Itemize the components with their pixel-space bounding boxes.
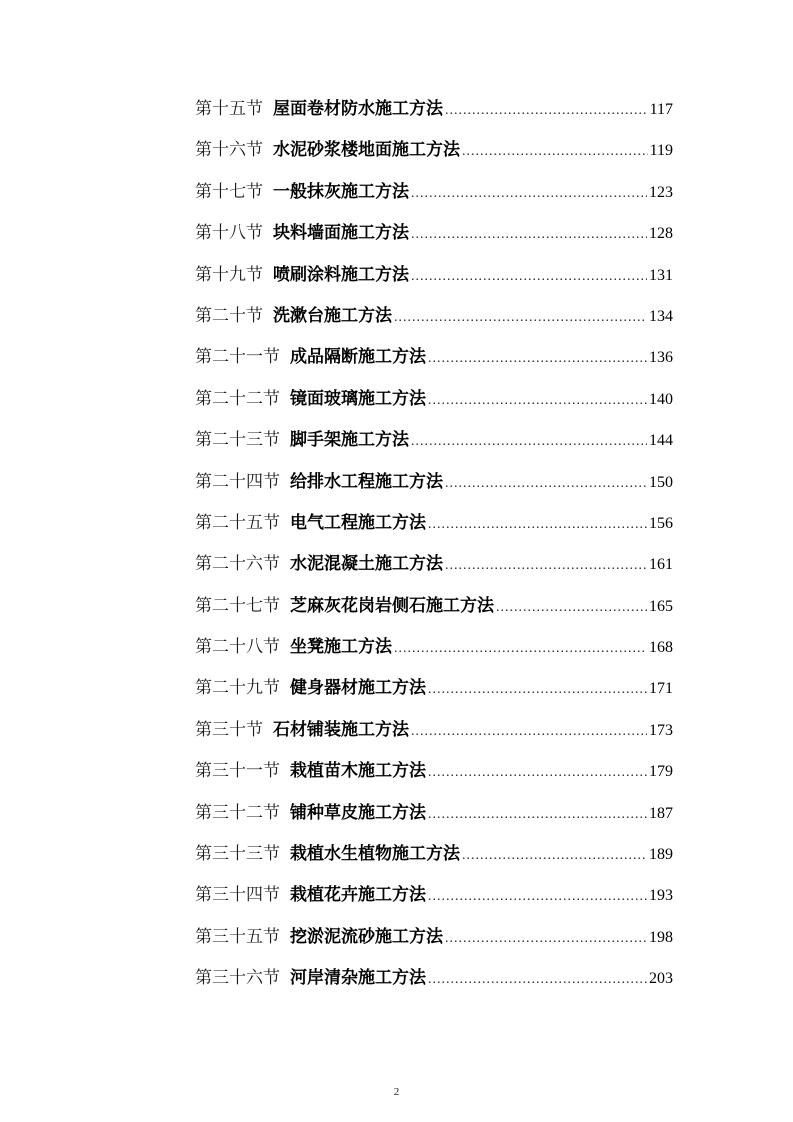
toc-section-number: 第三十六节 <box>195 968 280 989</box>
toc-entry[interactable] <box>195 384 673 425</box>
toc-page-number: 168 <box>649 639 673 657</box>
toc-section-title: 石材铺装施工方法 <box>273 719 409 740</box>
toc-section-title: 一般抹灰施工方法 <box>273 181 409 202</box>
toc-section-number: 第十九节 <box>195 264 263 285</box>
toc-section-title: 栽植花卉施工方法 <box>290 885 426 906</box>
toc-page-number: 144 <box>649 432 673 450</box>
toc-entry[interactable] <box>195 673 673 714</box>
toc-section-number: 第二十六节 <box>195 554 280 575</box>
toc-entry[interactable] <box>195 467 673 508</box>
toc-entry[interactable] <box>195 632 673 673</box>
toc-section-title: 脚手架施工方法 <box>290 430 409 451</box>
toc-entry[interactable] <box>195 301 673 342</box>
toc-section-number: 第十八节 <box>195 223 263 244</box>
toc-dot-leader <box>428 800 647 830</box>
toc-dot-leader <box>411 262 647 292</box>
toc-entry[interactable] <box>195 260 673 301</box>
table-of-contents <box>195 94 673 1005</box>
toc-entry[interactable] <box>195 839 673 880</box>
toc-page-number: 150 <box>649 473 673 491</box>
toc-section-number: 第三十二节 <box>195 802 280 823</box>
toc-entry[interactable] <box>195 963 673 1004</box>
toc-page-number: 123 <box>649 183 673 201</box>
toc-dot-leader <box>428 965 647 995</box>
toc-section-title: 成品隔断施工方法 <box>290 347 426 368</box>
toc-section-number: 第二十九节 <box>195 678 280 699</box>
toc-dot-leader <box>428 758 647 788</box>
toc-page-number: 119 <box>649 142 673 160</box>
toc-entry[interactable] <box>195 177 673 218</box>
toc-section-title: 洗漱台施工方法 <box>273 305 392 326</box>
toc-section-number: 第三十三节 <box>195 844 280 865</box>
toc-section-number: 第十六节 <box>195 140 263 161</box>
toc-dot-leader <box>411 427 647 457</box>
toc-dot-leader <box>462 841 647 871</box>
toc-section-number: 第三十五节 <box>195 926 280 947</box>
toc-page-number: 128 <box>649 225 673 243</box>
toc-entry[interactable] <box>195 756 673 797</box>
toc-dot-leader <box>428 510 647 540</box>
toc-section-number: 第十五节 <box>195 99 263 119</box>
toc-section-number: 第二十八节 <box>195 637 280 658</box>
toc-page-number: 136 <box>649 349 673 367</box>
toc-page-number: 179 <box>649 763 673 781</box>
toc-entry[interactable] <box>195 880 673 921</box>
toc-section-number: 第二十一节 <box>195 347 280 368</box>
toc-section-number: 第三十一节 <box>195 761 280 782</box>
toc-entry[interactable] <box>195 798 673 839</box>
toc-section-title: 芝麻灰花岗岩侧石施工方法 <box>290 595 494 616</box>
toc-section-title: 河岸清杂施工方法 <box>290 968 426 989</box>
toc-dot-leader <box>445 551 647 581</box>
toc-page-number: 156 <box>649 514 673 532</box>
toc-section-number: 第三十节 <box>195 719 263 740</box>
toc-section-number: 第十七节 <box>195 181 263 202</box>
toc-section-title: 给排水工程施工方法 <box>290 471 443 492</box>
toc-dot-leader <box>445 924 647 954</box>
toc-page-number: 134 <box>649 307 673 325</box>
toc-entry[interactable] <box>195 135 673 176</box>
toc-page-number: 161 <box>649 556 673 574</box>
toc-entry[interactable] <box>195 342 673 383</box>
toc-section-title: 挖淤泥流砂施工方法 <box>290 926 443 947</box>
toc-section-title: 健身器材施工方法 <box>290 678 426 699</box>
toc-page-number: 131 <box>649 266 673 284</box>
toc-page-number: 203 <box>649 970 673 988</box>
toc-section-number: 第二十三节 <box>195 430 280 451</box>
toc-page-number: 193 <box>649 887 673 905</box>
toc-page-number: 165 <box>649 597 673 615</box>
toc-page-number: 198 <box>649 928 673 946</box>
page-number: 2 <box>393 1086 400 1098</box>
toc-section-title: 电气工程施工方法 <box>290 512 426 533</box>
toc-dot-leader <box>394 634 647 664</box>
toc-section-number: 第三十四节 <box>195 885 280 906</box>
toc-dot-leader <box>496 593 647 623</box>
toc-dot-leader <box>411 717 647 747</box>
toc-section-number: 第二十七节 <box>195 595 280 616</box>
toc-entry[interactable] <box>195 508 673 549</box>
toc-section-title: 水泥砂浆楼地面施工方法 <box>273 140 460 161</box>
toc-entry[interactable] <box>195 715 673 756</box>
toc-page-number: 140 <box>649 390 673 408</box>
toc-dot-leader <box>411 220 647 250</box>
toc-entry[interactable] <box>195 425 673 466</box>
toc-dot-leader <box>411 179 647 209</box>
toc-section-number: 第二十二节 <box>195 388 280 409</box>
toc-section-number: 第二十节 <box>195 305 263 326</box>
toc-entry[interactable] <box>195 591 673 632</box>
toc-dot-leader <box>428 386 647 416</box>
toc-dot-leader <box>428 344 647 374</box>
toc-dot-leader <box>394 303 647 333</box>
toc-section-title: 喷刷涂料施工方法 <box>273 264 409 285</box>
toc-dot-leader <box>462 137 648 167</box>
toc-section-title: 栽植苗木施工方法 <box>290 761 426 782</box>
toc-entry[interactable] <box>195 922 673 963</box>
toc-entry[interactable] <box>195 94 673 135</box>
toc-section-number: 第二十四节 <box>195 471 280 492</box>
toc-dot-leader <box>445 469 647 499</box>
toc-dot-leader <box>428 882 647 912</box>
toc-dot-leader <box>445 96 648 126</box>
toc-entry[interactable] <box>195 218 673 259</box>
toc-section-title: 坐凳施工方法 <box>290 637 392 658</box>
toc-section-number: 第二十五节 <box>195 512 280 533</box>
toc-section-title: 栽植水生植物施工方法 <box>290 844 460 865</box>
toc-dot-leader <box>428 675 647 705</box>
toc-entry[interactable] <box>195 549 673 590</box>
toc-section-title: 镜面玻璃施工方法 <box>290 388 426 409</box>
toc-page-number: 117 <box>649 101 673 118</box>
toc-page-number: 187 <box>649 804 673 822</box>
toc-page-number: 173 <box>649 721 673 739</box>
toc-page-number: 171 <box>649 680 673 698</box>
toc-section-title: 块料墙面施工方法 <box>273 223 409 244</box>
toc-section-title: 屋面卷材防水施工方法 <box>273 99 443 119</box>
toc-section-title: 铺种草皮施工方法 <box>290 802 426 823</box>
toc-section-title: 水泥混凝土施工方法 <box>290 554 443 575</box>
toc-page-number: 189 <box>649 846 673 864</box>
